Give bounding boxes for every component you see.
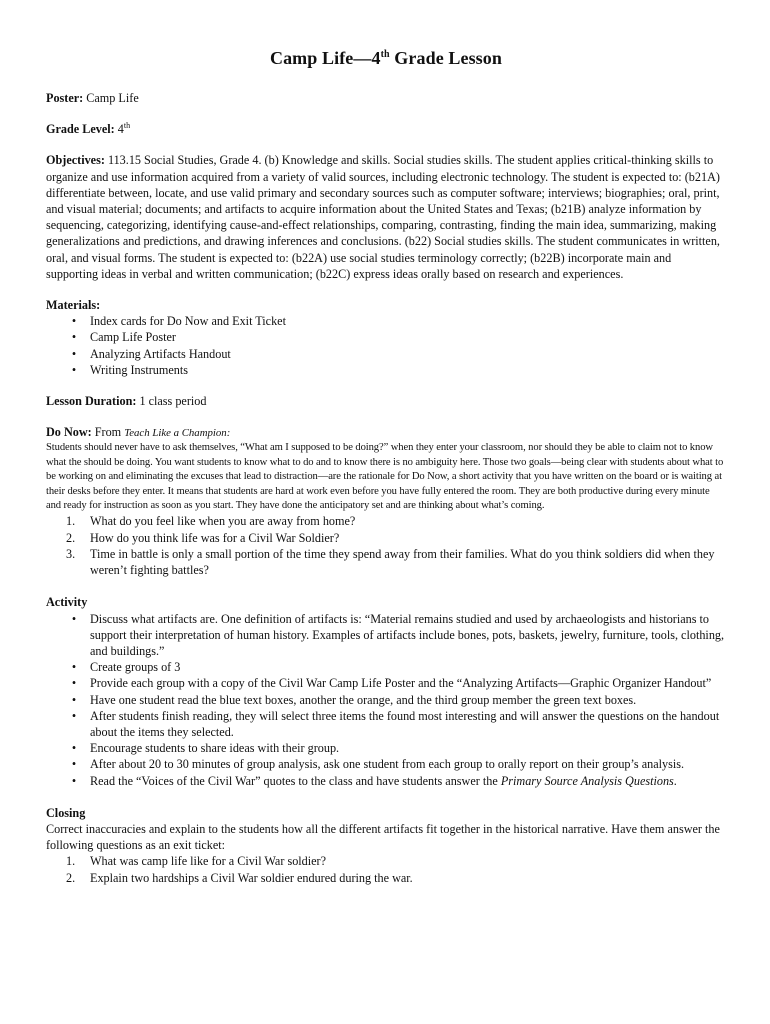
grade-level-value: 4 [114, 122, 124, 137]
objectives-paragraph [46, 152, 726, 282]
page-title: Camp Life—4th Grade Lesson [269, 48, 502, 68]
poster-value: Camp Life [83, 91, 139, 105]
list-item: • Read the “Voices of the Civil War” quotes to the class and have students answer the Primary Source Analysis Questions. [71, 773, 677, 788]
materials-list [46, 313, 726, 378]
list-item: 1. What was camp life like for a Civil War soldier? [66, 854, 327, 869]
list-item: • After about 20 to 30 minutes of group analysis, ask one student from each group to orally report on their group’s analysis. [71, 757, 685, 772]
list-item: • Index cards for Do Now and Exit Ticket [71, 314, 286, 329]
activity-list [46, 611, 726, 789]
activity-label: Activity [46, 595, 88, 610]
do-now-label: Do Now: [46, 425, 92, 440]
list-item: 3. Time in battle is only a small portion of the time they spend away from their families. What do you think soldiers did when they weren’t fighting battles? [66, 546, 715, 578]
grade-level-label: Grade Level: [46, 122, 115, 137]
closing-questions [46, 853, 726, 885]
objectives-text: 113.15 Social Studies, Grade 4. (b) Knowledge and skills. Social studies skills. The student applies critical-thinking skills to organize and use information acquired from a variety of valid sources, including electronic technology. The student is expected to: (b21A) differentiate between, locate, and use valid primary and secondary sources such as computer software; interviews; biographies; oral, print, and visual material; documents; and artifacts to acquire information about the United States and Texas; (b21B) analyze information by sequencing, categorizing, identifying cause-and-effect relationships, comparing, contrasting, finding the main idea, summarizing, making generalizations and predictions, and drawing inferences and conclusions. (b22) Social studies skills. The student communicates in written, oral, and visual forms. The student is expected to: (b22A) use social studies terminology correctly; (b22B) incorporate main and supporting ideas in verbal and written communication; (b22C) express ideas orally based on research and experiences. [46, 153, 720, 281]
closing-label: Closing [46, 805, 86, 820]
duration-label: Lesson Duration: [46, 394, 137, 409]
duration-line [46, 393, 726, 409]
duration-value: 1 class period [136, 394, 207, 409]
grade-level-line: Grade Level: 4th [46, 121, 131, 137]
list-item: • Encourage students to share ideas with their group. [71, 741, 340, 756]
do-now-heading: Do Now: From Teach Like a Champion: [46, 425, 231, 440]
list-item: • Have one student read the blue text boxes, another the orange, and the third group member the green text boxes. [71, 692, 637, 707]
list-item: • Provide each group with a copy of the Civil War Camp Life Poster and the “Analyzing Artifacts—Graphic Organizer Handout” [71, 676, 712, 691]
materials-label: Materials: [46, 298, 101, 313]
list-item: 1. What do you feel like when you are away from home? [66, 514, 356, 529]
do-now-body: Students should never have to ask themselves, “What am I supposed to be doing?” when they enter your classroom, nor should they be able to claim not to know what the should be doing. You want students to know what to do and to know there is no ambiguity here. Those two goals—being clear with students about what to be working on and eliminating the excuses that lead to distraction—are the rationale for Do Now, a short activity that you have written on the board or is waiting at their desks before they enter. It means that students are hard at work even before you have fully entered the room. They are both productive during every minute and ready for instruction as soon as you start. They have done the anticipatory set and are thinking about what’s coming. [46, 442, 724, 512]
poster-line [46, 90, 726, 106]
list-item: • Writing Instruments [71, 362, 189, 377]
lesson-page [46, 46, 726, 886]
objectives-label: Objectives: [46, 153, 105, 168]
list-item: • Discuss what artifacts are. One definition of artifacts is: “Material remains studied and used by archaeologists and historians to support their interpretation of human history. Examples of artifacts include bones, pots, baskets, jewelry, furniture, tools, clothing, and buildings.” [71, 611, 725, 658]
list-item: • After students finish reading, they will select three items the found most interesting and will answer the questions on the handout about the items they selected. [71, 708, 720, 739]
list-item: 2. Explain two hardships a Civil War soldier endured during the war. [66, 870, 413, 885]
closing-text: Correct inaccuracies and explain to the students how all the different artifacts fit together in the historical narrative. Have them answer the following questions as an exit ticket: [46, 821, 720, 853]
list-item: • Analyzing Artifacts Handout [71, 346, 231, 361]
do-now-source: Teach Like a Champion: [124, 427, 231, 440]
list-item: • Create groups of 3 [71, 660, 181, 675]
do-now-questions [46, 513, 726, 578]
poster-label: Poster: [46, 91, 84, 105]
list-item: • Camp Life Poster [71, 330, 176, 345]
list-item: 2. How do you think life was for a Civil War Soldier? [66, 530, 340, 545]
